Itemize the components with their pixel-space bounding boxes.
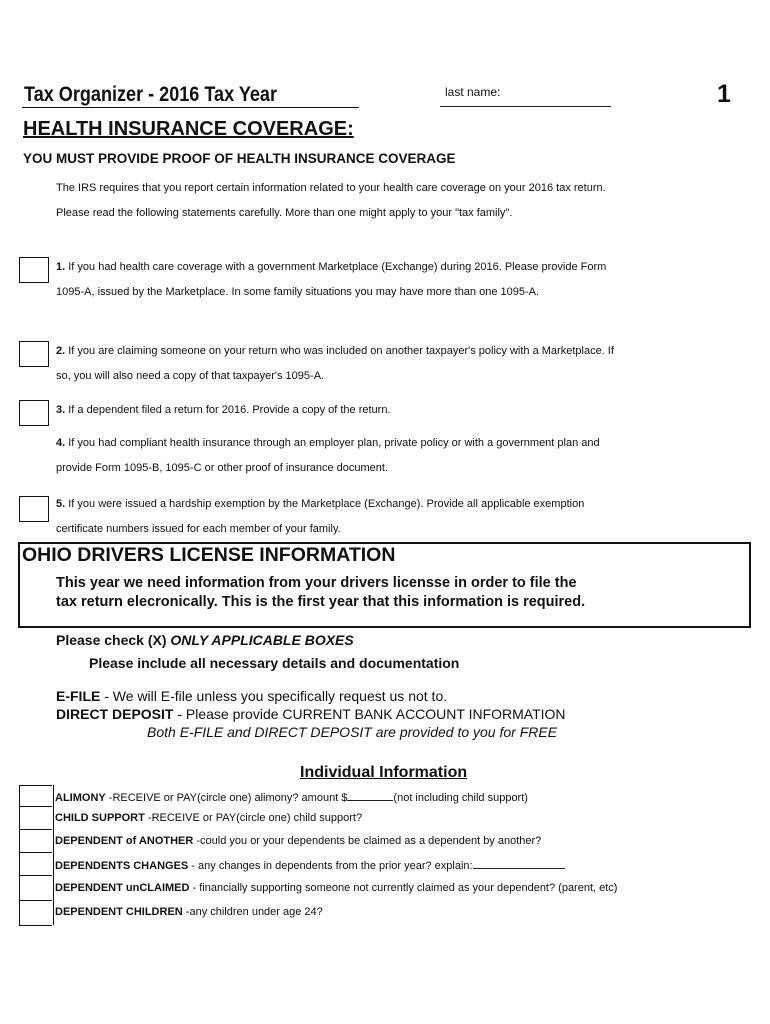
health-item-1 (56, 255, 631, 305)
efile-label: E-FILE (56, 688, 101, 704)
dependent-of-another-label: DEPENDENT of ANOTHER (55, 835, 194, 847)
form-title: Tax Organizer - 2016 Tax Year (24, 83, 277, 106)
dependent-children-text: -any children under age 24? (182, 906, 323, 918)
health-item-3-number: 3. (56, 404, 66, 416)
dependents-changes-label: DEPENDENTS CHANGES (55, 860, 189, 872)
ohio-license-text (56, 574, 585, 612)
efile-deposit-block (56, 687, 566, 741)
checkbox-divider (19, 925, 52, 926)
health-item-2-checkbox[interactable] (19, 341, 49, 367)
alimony-amount-field[interactable] (347, 790, 393, 801)
health-item-1-checkbox[interactable] (19, 257, 49, 283)
last-name-label: last name: (445, 85, 501, 99)
page-number: 1 (717, 80, 731, 108)
ohio-license-line-2: tax return elecronically. This is the first year that this information is required. (56, 594, 586, 610)
alimony-note: (not including child support) (393, 792, 528, 804)
alimony-label: ALIMONY (55, 792, 106, 804)
direct-deposit-text: - Please provide CURRENT BANK ACCOUNT INFORMATION (173, 706, 566, 722)
efile-line (56, 687, 566, 705)
health-item-4-number: 4. (56, 437, 66, 449)
health-item-5-checkbox[interactable] (19, 496, 49, 522)
health-item-1-number: 1. (56, 261, 66, 273)
dependent-children-label: DEPENDENT CHILDREN (55, 906, 183, 918)
health-insurance-heading: HEALTH INSURANCE COVERAGE: (23, 118, 354, 140)
include-documentation-note: Please include all necessary details and documentation (89, 655, 460, 671)
ohio-license-line-1: This year we need information from your drivers licensse in order to file the (56, 575, 577, 591)
check-instructions-emphasis: ONLY APPLICABLE BOXES (170, 632, 354, 648)
health-item-4-text: If you had compliant health insurance through an employer plan, private policy or with a government plan and provide Form 1095-B, 1095-C or other proof of insurance document. (56, 437, 600, 474)
dependent-of-another-checkbox[interactable] (20, 830, 52, 852)
health-intro-text: The IRS requires that you report certain information related to your health care coverage on your 2016 tax return. Please read the following statements carefully. More than one might apply to your "tax family". (56, 182, 606, 219)
dependent-children-row (55, 906, 323, 918)
health-item-3 (56, 398, 631, 423)
dependent-unclaimed-row (55, 882, 617, 894)
health-item-1-text: If you had health care coverage with a government Marketplace (Exchange) during 2016. Please provide Form 1095-A, issued by the Marketplace. In some family situations you may have more than one 1095-A. (56, 261, 607, 298)
dependent-unclaimed-checkbox[interactable] (20, 876, 52, 900)
health-item-2-text: If you are claiming someone on your return who was included on another taxpayer's policy with a Marketplace. If so, you will also need a copy of that taxpayer's 1095-A. (56, 345, 614, 382)
child-support-text: -RECEIVE or PAY(circle one) child support? (144, 812, 363, 824)
health-item-3-text: If a dependent filed a return for 2016. Provide a copy of the return. (68, 404, 391, 416)
alimony-checkbox[interactable] (20, 786, 52, 806)
health-item-5-text: If you were issued a hardship exemption by the Marketplace (Exchange). Provide all applicable exemption certificate numbers issued for each member of your family. (56, 498, 585, 535)
individual-info-heading: Individual Information (300, 764, 468, 781)
dependent-unclaimed-text: - financially supporting someone not currently claimed as your dependent? (parent, etc) (189, 882, 618, 894)
dependent-of-another-row (55, 835, 541, 847)
alimony-text: -RECEIVE or PAY(circle one) alimony? amount $ (105, 792, 348, 804)
dependents-changes-row (55, 858, 565, 872)
dependents-changes-checkbox[interactable] (20, 853, 52, 875)
free-services-note: Both E-FILE and DIRECT DEPOSIT are provided to you for FREE (147, 724, 558, 740)
proof-required-notice: YOU MUST PROVIDE PROOF OF HEALTH INSURANCE COVERAGE (23, 151, 456, 166)
child-support-label: CHILD SUPPORT (55, 812, 145, 824)
title-underline (22, 107, 359, 108)
check-instructions-prefix: Please check (X) (56, 632, 171, 648)
dependent-children-checkbox[interactable] (20, 901, 52, 925)
health-item-2-number: 2. (56, 345, 66, 357)
child-support-checkbox[interactable] (20, 807, 52, 829)
dependents-changes-explain-field[interactable] (473, 858, 565, 869)
direct-deposit-line (56, 705, 566, 723)
health-item-4 (56, 431, 631, 481)
health-item-5 (56, 492, 631, 542)
check-instructions (56, 632, 354, 648)
direct-deposit-label: DIRECT DEPOSIT (56, 706, 174, 722)
dependent-of-another-text: -could you or your dependents be claimed as a dependent by another? (193, 835, 542, 847)
health-item-2 (56, 339, 631, 389)
efile-text: - We will E-file unless you specifically request us not to. (100, 688, 448, 704)
ohio-license-heading: OHIO DRIVERS LICENSE INFORMATION (22, 544, 396, 566)
dependent-unclaimed-label: DEPENDENT unCLAIMED (55, 882, 190, 894)
alimony-row (55, 790, 528, 804)
health-item-3-checkbox[interactable] (19, 400, 49, 426)
health-item-5-number: 5. (56, 498, 66, 510)
last-name-field[interactable] (440, 106, 611, 107)
dependents-changes-text: - any changes in dependents from the prior year? explain: (188, 860, 473, 872)
child-support-row (55, 812, 362, 824)
